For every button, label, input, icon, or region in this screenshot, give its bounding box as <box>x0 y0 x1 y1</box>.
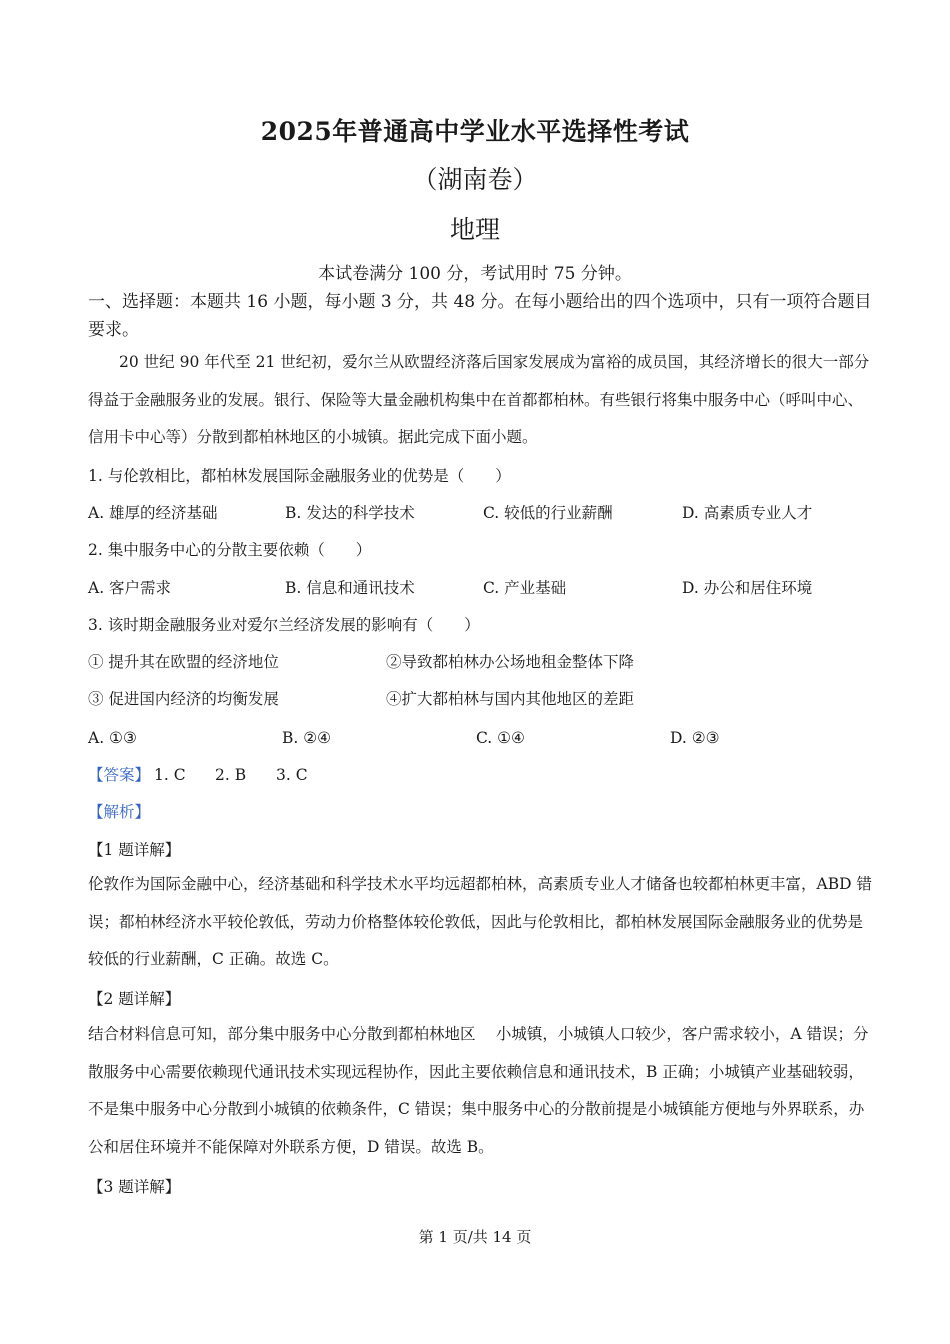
exam-info: 本试卷满分 100 分，考试用时 75 分钟。 <box>318 264 632 284</box>
detail-2-text: 结合材料信息可知，部分集中服务中心分散到都柏林地区 小城镇，小城镇人口较少，客户需求较小，A 错误；分散服务中心需要依赖现代通讯技术实现远程协作，因此主要依赖信息和通讯技术，B 正确；小城镇产业基础较弱，不是集中服务中心分散到小城镇的依赖条件，C 错误；集中服务中心的分散前提是小城镇能方便地与外界联系，办公和居住环境并不能保障对外联系方便，D 错误。故选 B。 <box>88 1025 869 1156</box>
q3-statement-2: ②导致都柏林办公场地租金整体下降 <box>386 653 635 671</box>
question-3-options <box>88 726 878 750</box>
q1-option-c: C. 较低的行业薪酬 <box>483 504 613 522</box>
q2-option-d: D. 办公和居住环境 <box>682 579 813 597</box>
question-1-stem: 1. 与伦敦相比，都柏林发展国际金融服务业的优势是（ ） <box>88 467 511 485</box>
q3-option-c: C. ①④ <box>476 729 525 747</box>
answer-line <box>88 763 878 787</box>
q3-option-a: A. ①③ <box>88 729 137 747</box>
question-2-stem: 2. 集中服务中心的分散主要依赖（ ） <box>88 541 372 559</box>
answer-1: 1. C <box>154 766 186 784</box>
exam-province: （湖南卷） <box>412 165 538 194</box>
question-2-options <box>88 576 878 600</box>
q3-statement-4: ④扩大都柏林与国内其他地区的差距 <box>386 690 635 708</box>
question-3-stem: 3. 该时期金融服务业对爱尔兰经济发展的影响有（ ） <box>88 616 480 634</box>
exam-subject: 地理 <box>449 215 500 244</box>
question-1-options <box>88 501 878 525</box>
exam-title: 2025年普通高中学业水平选择性考试 <box>260 117 690 146</box>
detail-1-text: 伦敦作为国际金融中心，经济基础和科学技术水平均远超都柏林，高素质专业人才储备也较都柏林更丰富，ABD 错误；都柏林经济水平较伦敦低，劳动力价格整体较伦敦低，因此与伦敦相比，都柏林发展国际金融服务业的优势是较低的行业薪酬，C 正确。故选 C。 <box>88 875 872 968</box>
q3-option-d: D. ②③ <box>670 729 720 747</box>
answer-3: 3. C <box>276 766 308 784</box>
q2-option-a: A. 客户需求 <box>88 579 172 597</box>
q1-option-a: A. 雄厚的经济基础 <box>88 504 218 522</box>
q1-option-d: D. 高素质专业人才 <box>682 504 813 522</box>
section-heading: 一、选择题：本题共 16 小题，每小题 3 分，共 48 分。在每小题给出的四个选项中，只有一项符合题目要求。 <box>88 292 872 340</box>
answer-label: 【答案】 <box>88 766 151 784</box>
q2-option-b: B. 信息和通讯技术 <box>285 579 415 597</box>
question-3-statements-row-1 <box>88 650 878 674</box>
detail-1-label: 【1 题详解】 <box>88 841 181 859</box>
material-paragraph: 20 世纪 90 年代至 21 世纪初，爱尔兰从欧盟经济落后国家发展成为富裕的成员国，其经济增长的很大一部分得益于金融服务业的发展。银行、保险等大量金融机构集中在首都都柏林。有些银行将集中服务中心（呼叫中心、信用卡中心等）分散到都柏林地区的小城镇。据此完成下面小题。 <box>88 353 870 446</box>
q3-statement-1: ① 提升其在欧盟的经济地位 <box>88 653 279 671</box>
q1-option-b: B. 发达的科学技术 <box>285 504 415 522</box>
q2-option-c: C. 产业基础 <box>483 579 567 597</box>
q3-statement-3: ③ 促进国内经济的均衡发展 <box>88 690 279 708</box>
question-3-statements-row-2 <box>88 687 878 711</box>
page-number: 第 1 页/共 14 页 <box>418 1228 532 1246</box>
analysis-label: 【解析】 <box>88 803 151 821</box>
detail-3-label: 【3 题详解】 <box>88 1178 181 1196</box>
q3-option-b: B. ②④ <box>282 729 332 747</box>
answer-2: 2. B <box>215 766 247 784</box>
detail-2-label: 【2 题详解】 <box>88 990 181 1008</box>
